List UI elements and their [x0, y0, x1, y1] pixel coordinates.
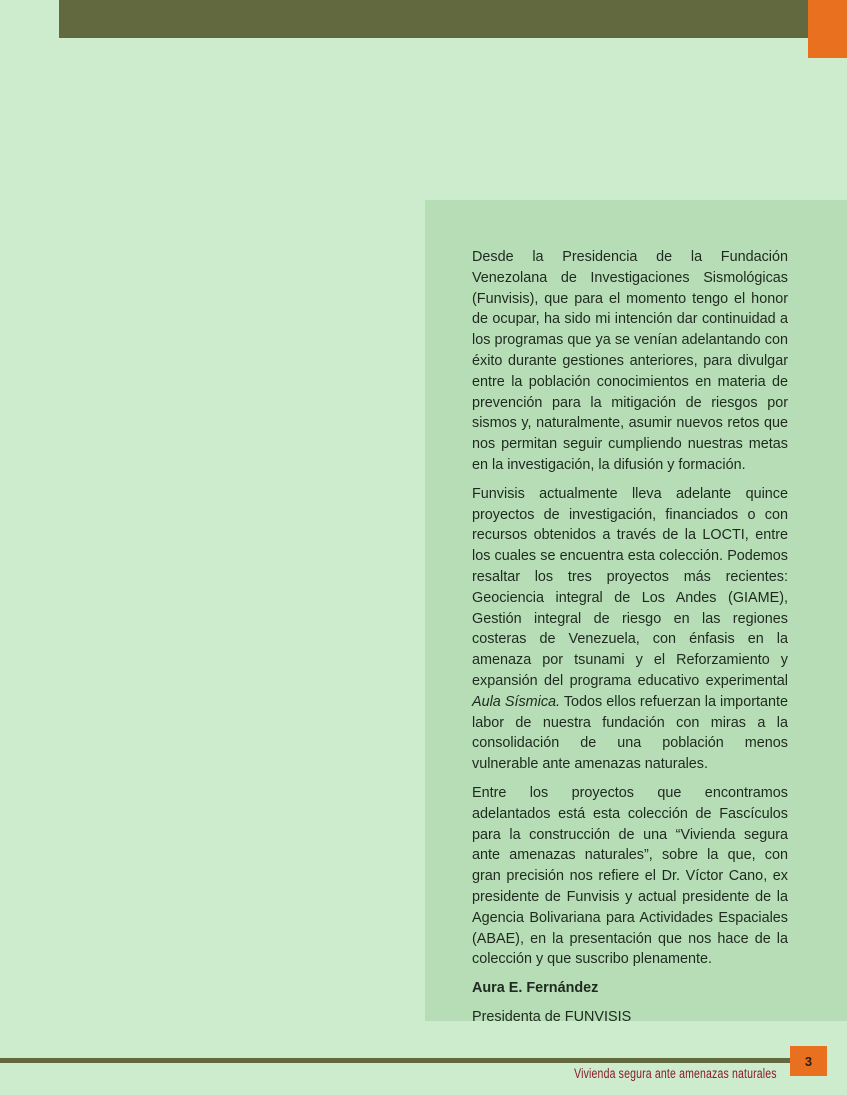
text-panel — [425, 200, 847, 1025]
footer-rule — [0, 1058, 790, 1063]
text-column — [472, 247, 788, 1036]
header-accent-block — [808, 0, 847, 58]
paragraph-2 — [472, 484, 788, 775]
header-bar — [59, 0, 828, 38]
paragraph-1: Desde la Presidencia de la Fundación Venezolana de Investigaciones Sismológicas (Funvisis), que para el momento tengo el honor de ocupar, ha sido mi intención dar continuidad a los programas que ya se venían adelantando con éxito durante gestiones anteriores, para divulgar entre la población conocimientos en materia de prevención para la mitigación de riesgos por sismos y, naturalmente, asumir nuevos retos que nos permitan seguir cumpliendo nuestras metas en la investigación, la difusión y formación. — [472, 249, 788, 473]
running-footer-title: Vivienda segura ante amenazas naturales — [574, 1066, 777, 1081]
signature-name: Aura E. Fernández — [472, 980, 599, 997]
paragraph-2-text-b: Todos ellos refuerzan la importante labor de nuestra fundación con miras a la consolidación de una población menos vulnerable ante amenazas naturales. — [472, 693, 788, 773]
paragraph-3: Entre los proyectos que encontramos adelantados está esta colección de Fascículos para la construcción de una “Vivienda segura ante amenazas naturales”, sobre la que, con gran precisión nos refiere el Dr. Víctor Cano, ex presidente de Funvisis y actual presidente de la Agencia Bolivariana para Actividades Espaciales (ABAE), en la presentación que nos hace de la colección y que suscribo plenamente. — [472, 784, 788, 968]
paragraph-2-text-a: Funvisis actualmente lleva adelante quince proyectos de investigación, financiados o con recursos obtenidos a través de la LOCTI, entre los cuales se encuentra esta colección. Podemos resaltar los tres proyectos más recientes: Geociencia integral de Los Andes (GIAME), Gestión integral de riesgo en las regiones costeras de Venezuela, con énfasis en la amenaza por tsunami y el Reforzamiento y expansión del programa educativo experimental — [472, 485, 788, 689]
signature-title: Presidenta de FUNVISIS — [472, 1008, 632, 1025]
page-number: 3 — [790, 1046, 827, 1076]
paragraph-2-italic: Aula Sísmica. — [472, 693, 561, 710]
